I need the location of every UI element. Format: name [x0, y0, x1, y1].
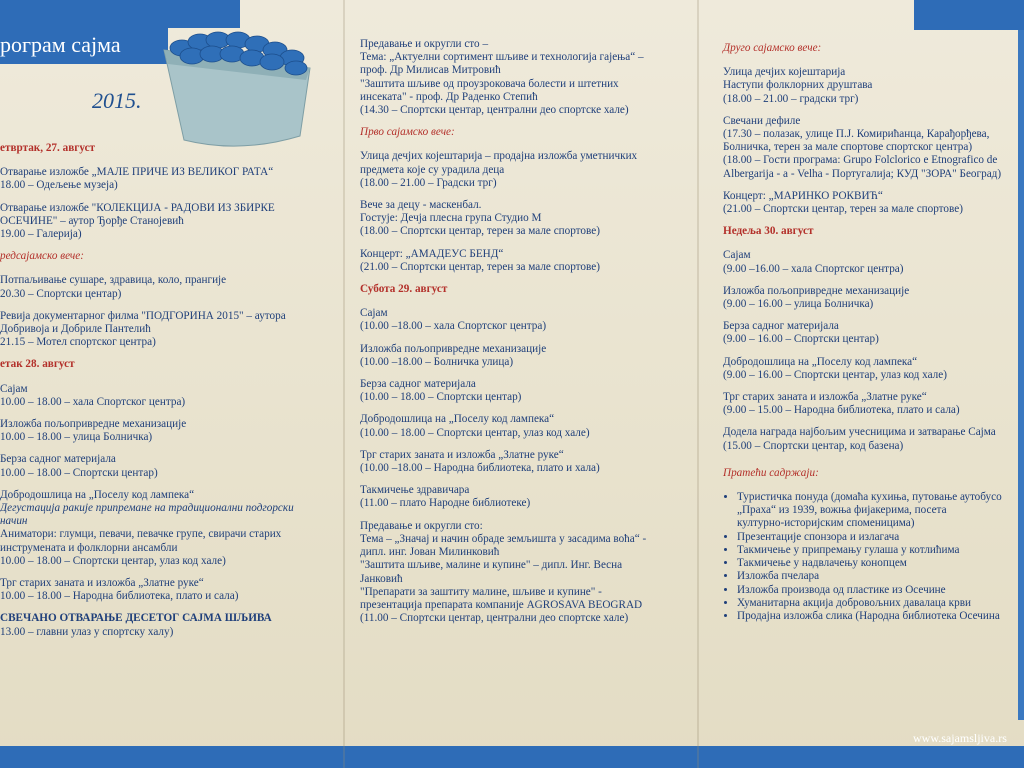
evening-heading: Друго сајамско вече:: [723, 42, 822, 54]
event-block: СВЕЧАНО ОТВАРАЊЕ ДЕСЕТОГ САЈМА ШЉИВА 13.00 – главни улаз у спортску халу): [0, 612, 338, 638]
accompanying-list: [723, 491, 1023, 623]
event-block: Вече за децу - маскенбал. Гостује: Дечја плесна група Студио М (18.00 – Спортски центар, терен за мале спортове): [360, 199, 600, 238]
column-2: [360, 38, 690, 634]
list-item: „Праха“ из 1939, вожња фијакерима, посета: [737, 504, 947, 517]
event-block: Додела награда најбољим учесницима и затварање Сајма (15.00 – Спортски центар, код базена): [723, 426, 996, 452]
event-block: Сајам 10.00 – 18.00 – хала Спортског центра): [0, 382, 186, 408]
website-link[interactable]: www.sajamsljiva.rs: [913, 731, 1007, 745]
event-block: Отварање изложбе „МАЛЕ ПРИЧЕ ИЗ ВЕЛИКОГ РАТА“ 18.00 – Одељење музеја): [0, 166, 274, 192]
event-block: Такмичење здравичара (11.00 – плато Народне библиотеке): [360, 484, 531, 510]
list-item: • Изложба производа од пластике из Осечине: [737, 584, 1023, 597]
event-block: Трг старих заната и изложба „Златне руке“ (9.00 – 15.00 – Народна библиотека, плато и сала): [723, 391, 960, 417]
list-item: • Продајна изложба слика (Народна библиотека Осечина: [737, 610, 1023, 623]
evening-heading: редсајамско вече:: [0, 250, 84, 263]
event-block: Улица дечјих којештарија Наступи фолклорних друштава (18.00 – 21.00 – градски трг): [723, 66, 873, 105]
opening-ceremony-title: СВЕЧАНО ОТВАРАЊЕ ДЕСЕТОГ САЈМА ШЉИВА: [0, 612, 272, 625]
fold-line: [697, 0, 699, 768]
event-block: Улица дечјих којештарија – продајна изложба уметничких предмета које су урадила деца (18.00 – 21.00 – Градски трг): [360, 150, 638, 189]
event-block: Предавање и округли сто – Тема: „Актуелни сортимент шљиве и технологија гајења“ – проф. Др Милисав Митровић "Заштита шљиве од проузроковача болести и штетних инсеката" - проф. Др Раденко Степић (14.30 – Спортски центар, централни део спортске хале): [360, 38, 644, 117]
day-heading: етак 28. август: [0, 358, 75, 371]
list-item: • Такмичење у припремању гулаша у котлићима: [737, 544, 1023, 557]
event-block: Трг старих заната и изложба „Златне руке“ 10.00 – 18.00 – Народна библиотека, плато и сала): [0, 577, 239, 603]
event-block: Сајам (10.00 –18.00 – хала Спортског центра): [360, 307, 547, 333]
event-block: Сајам (9.00 –16.00 – хала Спортског центра): [723, 249, 904, 275]
event-block: Ревија документарног филма "ПОДГОРИНА 2015" – аутора Добривоја и Добриле Пантелић 21.15 – Мотел спортског центра): [0, 309, 286, 349]
plum-basket-image: [160, 28, 315, 156]
day-heading: Недеља 30. август: [723, 225, 814, 238]
bottom-blue-band: [0, 746, 1024, 768]
event-block: Отварање изложбе "КОЛЕКЦИЈА - РАДОВИ ИЗ ЗБИРКЕ ОСЕЧИНЕ" – аутор Ђорђе Станојевић 19.00 – Галерија): [0, 201, 275, 241]
event-block: Трг старих заната и изложба „Златне руке“ (10.00 –18.00 – Народна библиотека, плато и хала): [360, 448, 600, 475]
fold-line: [343, 0, 345, 768]
evening-heading: Прво сајамско вече:: [360, 126, 455, 139]
event-block: Берза садног материјала (9.00 – 16.00 – Спортски центар): [723, 320, 879, 346]
event-block: Добродошлица на „Поселу код лампека“ (9.00 – 16.00 – Спортски центар, улаз код хале): [723, 355, 947, 381]
event-block: Добродошлица на „Поселу код лампека“ Дегустација ракије припремане на традиционални подгорски начин Аниматори: глумци, певачи, певачке групе, свирачи старих инструмената и фолклорни ансамбли 10.00 – 18.00 – Спортски центар, улаз код хале): [0, 488, 294, 567]
program-title: рограм сајма: [0, 32, 121, 57]
event-block: Концерт: „МАРИНКО РОКВИЋ“ (21.00 – Спортски центар, терен за мале спортове): [723, 189, 963, 216]
event-block: Потпаљивање сушаре, здравица, коло, прангије 20.30 – Спортски центар): [0, 274, 227, 300]
list-item: • Хуманитарна акција добровољних давалаца крви: [737, 597, 1023, 610]
day-heading: етвртак, 27. август: [0, 142, 96, 154]
event-block: Свечани дефиле (17.30 – полазак, улице П.Ј. Комирићанца, Карађорђева, Болничка, терен за мале спортове спортског центра) (18.00 – Гости програма: Grupo Folclorico e Etnografico de Albergarija - a - Velha - Португалија; КУД "ЗОРА" Београд): [723, 114, 1002, 180]
accompanying-heading: Пратећи садржаји:: [723, 466, 819, 479]
event-block: Берза садног материјала 10.00 – 18.00 – Спортски центар): [0, 453, 158, 479]
event-block: Берза садног материјала (10.00 – 18.00 – Спортски центар): [360, 378, 522, 404]
list-item: културно-историјским споменицима): [737, 517, 915, 530]
event-block: Изложба пољопривредне механизације (10.00 –18.00 – Болничка улица): [360, 342, 547, 368]
event-block: Концерт: „АМАДЕУС БЕНД“ (21.00 – Спортски центар, терен за мале спортове): [360, 247, 600, 273]
list-item: • Туристичка понуда (домаћа кухиња, путовање аутобусо: [737, 491, 1023, 504]
event-block: Изложба пољопривредне механизације (9.00 – 16.00 – улица Болничка): [723, 284, 910, 311]
top-blue-band: [0, 0, 240, 28]
event-block: Изложба пољопривредне механизације 10.00 – 18.00 – улица Болничка): [0, 418, 187, 444]
column-1: [0, 138, 338, 648]
column-3: [723, 38, 1023, 623]
list-item: • Изложба пчелара: [737, 570, 1023, 583]
top-right-blue-corner: [914, 0, 1024, 30]
list-item: • Презентације спонзора и излагача: [737, 531, 1023, 544]
day-heading: Субота 29. август: [360, 283, 448, 296]
list-item: • Такмичење у надвлачењу конопцем: [737, 557, 1023, 570]
program-year: 2015.: [92, 88, 142, 113]
event-block: Предавање и округли сто: Тема – „Значај и начин обраде земљишта у засадима воћа“ - дипл. инг. Јован Милинковић "Заштита шљиве, малине и купине" – дипл. Инг. Весна Јанковић "Препарати за заштиту малине, шљиве и купине" - презентација препарата компаније AGROSAVA BEOGRAD (11.00 – Спортски центар, централни део спортске хале): [360, 519, 647, 625]
event-block: Добродошлица на „Поселу код лампека“ (10.00 – 18.00 – Спортски центар, улаз код хале): [360, 413, 590, 439]
